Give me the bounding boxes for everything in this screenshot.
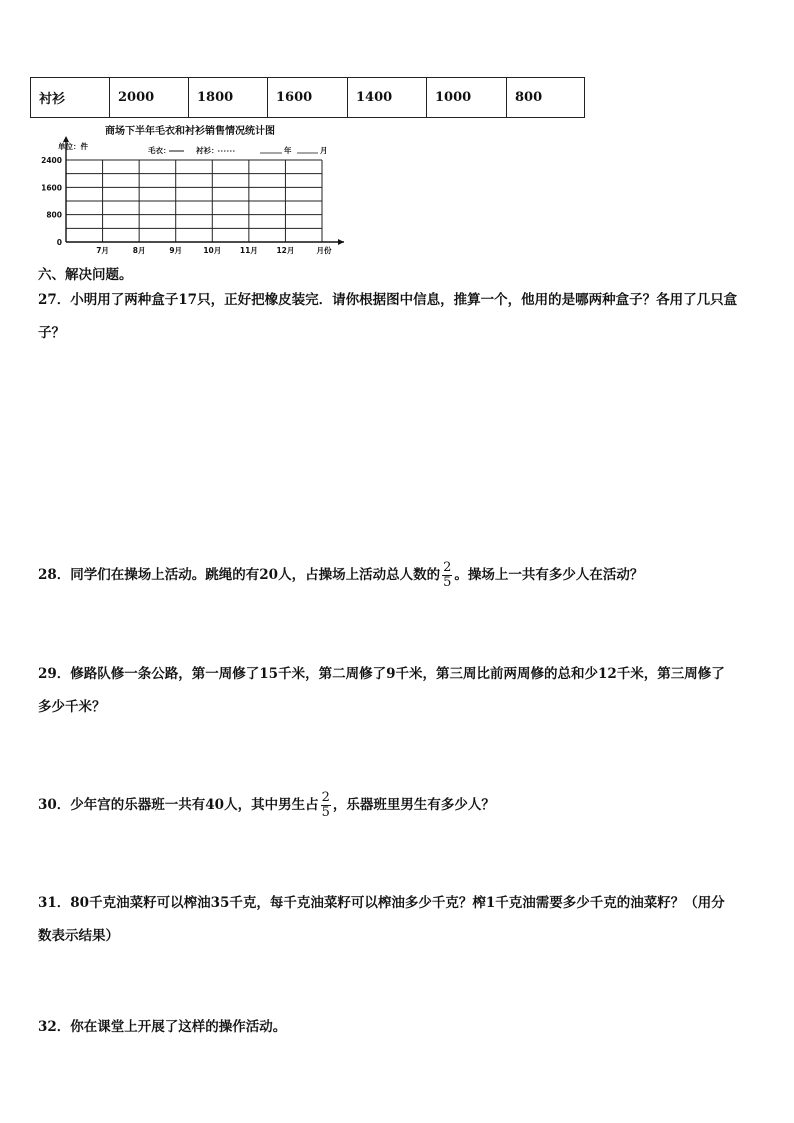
chart-canvas	[32, 118, 362, 260]
legend-month: 月	[320, 146, 328, 155]
x-tick-label: 10月	[203, 246, 222, 255]
shirt-sales-table	[30, 77, 585, 118]
question-32	[38, 1011, 286, 1044]
x-tick-label: 7月	[96, 246, 109, 255]
table-cell: 1800	[189, 78, 268, 118]
y-tick-label: 1600	[41, 183, 62, 193]
question-27-line1: 27．小明用了两种盒子17只，正好把橡皮装完．请你根据图中信息，推算一个，他用的是哪两种盒子？各用了几只盒	[38, 292, 738, 308]
x-tick-label: 9月	[169, 246, 183, 255]
fraction	[321, 791, 331, 820]
x-tick-label: 8月	[132, 246, 146, 255]
x-tick-label: 11月	[239, 246, 258, 255]
question-31-line2: 数表示结果）	[38, 928, 119, 944]
question-28-text: 28．同学们在操场上活动。跳绳的有20人，占操场上活动总人数的	[38, 567, 441, 583]
fraction-denominator: 5	[443, 575, 452, 590]
table-cell: 2000	[110, 78, 189, 118]
fraction-denominator: 5	[321, 805, 330, 820]
question-32-line1: 32．你在课堂上开展了这样的操作活动。	[38, 1019, 287, 1035]
question-29-line2: 多少千米？	[38, 699, 106, 715]
section-heading: 六、解决问题。	[38, 267, 133, 283]
legend-shirt: 衬衫：	[196, 146, 219, 155]
fraction-numerator: 2	[321, 790, 330, 805]
table-row	[31, 78, 585, 118]
x-tick-label: 12月	[276, 246, 295, 255]
fraction	[442, 561, 452, 590]
question-31	[38, 887, 725, 953]
chart-title: 商场下半年毛衣和衬衫销售情况统计图	[105, 126, 275, 137]
x-axis-label: 月份	[316, 246, 332, 255]
table-cell: 1600	[268, 78, 348, 118]
chart-labels	[41, 156, 332, 255]
y-tick-label: 0	[56, 238, 62, 247]
y-axis-arrow	[63, 136, 69, 142]
table-cell: 1400	[348, 78, 427, 118]
row-label-shirt: 衬衫	[31, 78, 110, 118]
question-29	[38, 658, 725, 724]
table-cell: 800	[507, 78, 585, 118]
question-28-text-end: 。操场上一共有多少人在活动？	[454, 567, 644, 583]
y-tick-label: 800	[46, 210, 62, 220]
chart-unit-label: 单位：件	[58, 142, 88, 151]
question-30	[38, 789, 495, 822]
fraction-numerator: 2	[443, 560, 452, 575]
question-28	[38, 559, 643, 592]
table-cell: 1000	[427, 78, 507, 118]
x-axis-arrow	[338, 239, 344, 245]
question-27	[38, 284, 737, 350]
legend-year: 年	[284, 146, 292, 155]
question-30-text-end: ，乐器班里男生有多少人？	[332, 797, 495, 813]
question-30-text: 30．少年宫的乐器班一共有40人，其中男生占	[38, 797, 319, 813]
question-29-line1: 29．修路队修一条公路，第一周修了15千米，第二周修了9千米，第三周比前两周修的总和少12千米，第三周修了	[38, 666, 725, 682]
question-31-line1: 31．80千克油菜籽可以榨油35千克，每千克油菜籽可以榨油多少千克？榨1千克油需要多少千克的油菜籽？（用分	[38, 895, 725, 911]
y-tick-label: 2400	[41, 156, 62, 165]
question-27-line2: 子？	[38, 325, 65, 341]
legend-sweater: 毛衣：	[148, 146, 171, 155]
sales-chart	[32, 118, 362, 260]
chart-grid	[66, 160, 322, 242]
